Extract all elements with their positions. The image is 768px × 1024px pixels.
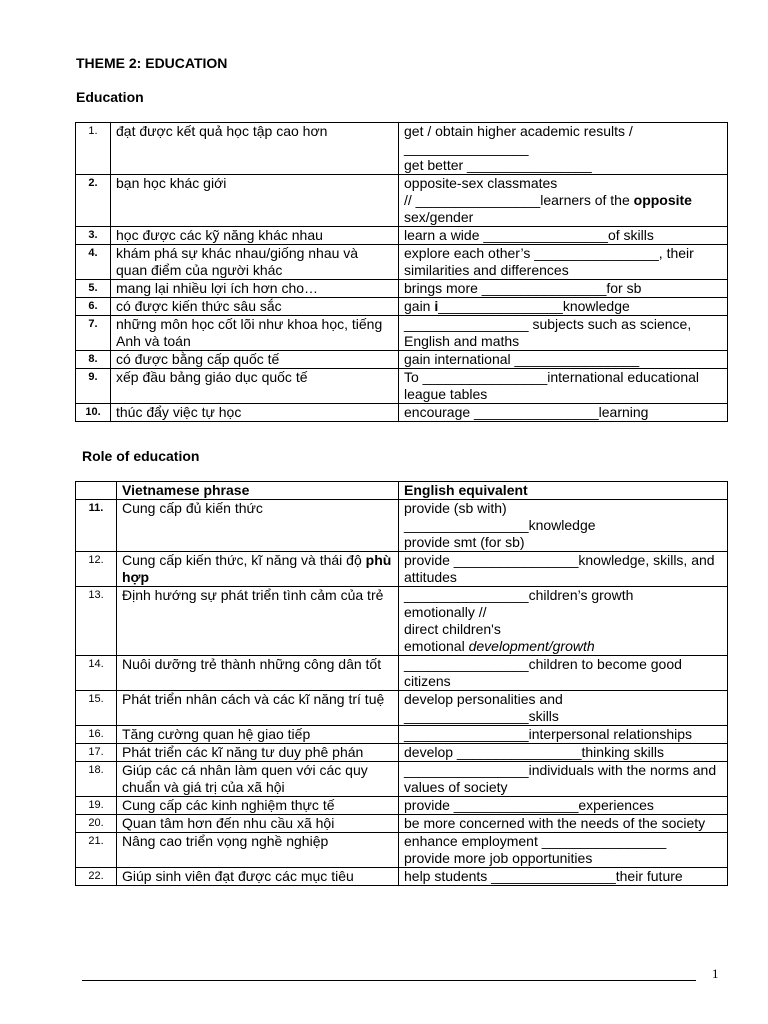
table-row: [76, 797, 728, 815]
vietnamese-phrase: Giúp sinh viên đạt được các mục tiêu: [117, 868, 399, 886]
table-row: [76, 726, 728, 744]
english-equivalent: get / obtain higher academic results / ________________ get better ________________: [399, 123, 728, 175]
section-heading-education: Education: [76, 89, 144, 105]
english-equivalent: help students ________________their future: [399, 868, 728, 886]
row-number: 4.: [76, 245, 111, 280]
english-equivalent: learn a wide ________________of skills: [399, 227, 728, 245]
vietnamese-phrase: học được các kỹ năng khác nhau: [111, 227, 399, 245]
vietnamese-phrase: khám phá sự khác nhau/giống nhau và quan điểm của người khác: [111, 245, 399, 280]
header-number-cell: [76, 482, 117, 500]
row-number: 21.: [76, 833, 117, 868]
vietnamese-phrase: Phát triển các kĩ năng tư duy phê phán: [117, 744, 399, 762]
table-row: [76, 316, 728, 351]
page-number: 1: [712, 966, 719, 981]
row-number: 9.: [76, 369, 111, 404]
table-row: [76, 280, 728, 298]
english-equivalent: be more concerned with the needs of the society: [399, 815, 728, 833]
row-number: 20.: [76, 815, 117, 833]
english-equivalent: ________________interpersonal relationships: [399, 726, 728, 744]
english-equivalent: brings more ________________for sb: [399, 280, 728, 298]
row-number: 19.: [76, 797, 117, 815]
vietnamese-phrase: Tăng cường quan hệ giao tiếp: [117, 726, 399, 744]
table-row: [76, 500, 728, 552]
section-heading-role-of-education: Role of education: [82, 448, 200, 464]
vietnamese-phrase: Cung cấp kiến thức, kĩ năng và thái độ phù hợp: [117, 552, 399, 587]
english-equivalent: opposite-sex classmates // ________________learners of the opposite sex/gender: [399, 175, 728, 227]
role-of-education-table: [75, 481, 728, 886]
english-equivalent: enhance employment ________________ provide more job opportunities: [399, 833, 728, 868]
table-row: [76, 691, 728, 726]
vietnamese-phrase: Cung cấp các kinh nghiệm thực tế: [117, 797, 399, 815]
table-row: [76, 245, 728, 280]
vietnamese-phrase: Định hướng sự phát triển tình cảm của trẻ: [117, 587, 399, 656]
row-number: 17.: [76, 744, 117, 762]
english-equivalent: encourage ________________learning: [399, 404, 728, 422]
row-number: 8.: [76, 351, 111, 369]
row-number: 10.: [76, 404, 111, 422]
vietnamese-phrase: Nuôi dưỡng trẻ thành những công dân tốt: [117, 656, 399, 691]
row-number: 22.: [76, 868, 117, 886]
row-number: 11.: [76, 500, 117, 552]
vietnamese-phrase: mang lại nhiều lợi ích hơn cho…: [111, 280, 399, 298]
vietnamese-phrase: Nâng cao triển vọng nghề nghiệp: [117, 833, 399, 868]
row-number: 6.: [76, 298, 111, 316]
vietnamese-phrase: Cung cấp đủ kiến thức: [117, 500, 399, 552]
vietnamese-phrase: Giúp các cá nhân làm quen với các quy chuẩn và giá trị của xã hội: [117, 762, 399, 797]
table-row: [76, 815, 728, 833]
header-vietnamese-phrase: Vietnamese phrase: [117, 482, 399, 500]
english-equivalent: ________________individuals with the norms and values of society: [399, 762, 728, 797]
english-equivalent: provide (sb with) ________________knowledge provide smt (for sb): [399, 500, 728, 552]
english-equivalent: gain i________________knowledge: [399, 298, 728, 316]
english-equivalent: provide ________________experiences: [399, 797, 728, 815]
row-number: 12.: [76, 552, 117, 587]
row-number: 7.: [76, 316, 111, 351]
vietnamese-phrase: những môn học cốt lõi như khoa học, tiếng Anh và toán: [111, 316, 399, 351]
education-table: [75, 122, 728, 422]
vietnamese-phrase: xếp đầu bảng giáo dục quốc tế: [111, 369, 399, 404]
row-number: 18.: [76, 762, 117, 797]
row-number: 14.: [76, 656, 117, 691]
vietnamese-phrase: có được bằng cấp quốc tế: [111, 351, 399, 369]
row-number: 5.: [76, 280, 111, 298]
table-header-row: [76, 482, 728, 500]
row-number: 15.: [76, 691, 117, 726]
vietnamese-phrase: bạn học khác giới: [111, 175, 399, 227]
row-number: 3.: [76, 227, 111, 245]
english-equivalent: To ________________international educational league tables: [399, 369, 728, 404]
table-row: [76, 123, 728, 175]
table-row: [76, 552, 728, 587]
table-row: [76, 833, 728, 868]
vietnamese-phrase: đạt được kết quả học tập cao hơn: [111, 123, 399, 175]
english-equivalent: ________________children’s growth emotionally // direct children's emotional development/growth: [399, 587, 728, 656]
english-equivalent: provide ________________knowledge, skills, and attitudes: [399, 552, 728, 587]
english-equivalent: gain international ________________: [399, 351, 728, 369]
table-row: [76, 404, 728, 422]
vietnamese-phrase: Phát triển nhân cách và các kĩ năng trí tuệ: [117, 691, 399, 726]
table-row: [76, 587, 728, 656]
row-number: 16.: [76, 726, 117, 744]
page-title: THEME 2: EDUCATION: [76, 55, 228, 71]
vietnamese-phrase: có được kiến thức sâu sắc: [111, 298, 399, 316]
english-equivalent: ________________ subjects such as science, English and maths: [399, 316, 728, 351]
vietnamese-phrase: Quan tâm hơn đến nhu cầu xã hội: [117, 815, 399, 833]
row-number: 2.: [76, 175, 111, 227]
footer-rule: [82, 980, 696, 981]
table-row: [76, 369, 728, 404]
table-row: [76, 175, 728, 227]
row-number: 1.: [76, 123, 111, 175]
row-number: 13.: [76, 587, 117, 656]
header-english-equivalent: English equivalent: [399, 482, 728, 500]
table-row: [76, 762, 728, 797]
vietnamese-phrase: thúc đẩy việc tự học: [111, 404, 399, 422]
table-row: [76, 868, 728, 886]
english-equivalent: ________________children to become good citizens: [399, 656, 728, 691]
english-equivalent: develop personalities and ________________skills: [399, 691, 728, 726]
english-equivalent: explore each other’s ________________, their similarities and differences: [399, 245, 728, 280]
table-row: [76, 351, 728, 369]
table-row: [76, 227, 728, 245]
table-row: [76, 656, 728, 691]
english-equivalent: develop ________________thinking skills: [399, 744, 728, 762]
table-row: [76, 744, 728, 762]
table-row: [76, 298, 728, 316]
